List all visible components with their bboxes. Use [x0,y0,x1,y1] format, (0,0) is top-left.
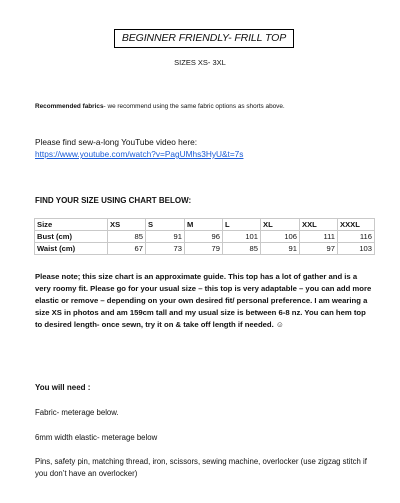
size-chart-cell: 91 [261,243,300,255]
size-chart-cell: 79 [185,243,223,255]
youtube-link[interactable]: https://www.youtube.com/watch?v=PagUMhs3HyU&t=7s [35,149,244,159]
size-chart-header: XS [108,219,146,231]
page-title: BEGINNER FRIENDLY- FRILL TOP [114,29,294,48]
size-chart-header-row [35,219,375,231]
size-chart-cell: 67 [108,243,146,255]
recommended-fabrics-text: - we recommend using the same fabric options as shorts above. [103,103,285,110]
size-chart-cell: 111 [300,231,338,243]
size-chart-row-label: Waist (cm) [35,243,108,255]
size-chart-cell: 116 [338,231,375,243]
size-chart-cell: 85 [108,231,146,243]
size-chart-header: XXXL [338,219,375,231]
size-chart-row-waist [35,243,375,255]
size-chart-header: Size [35,219,108,231]
size-chart-cell: 73 [146,243,185,255]
size-chart-header: XL [261,219,300,231]
size-chart-cell: 101 [223,231,261,243]
size-chart-cell: 97 [300,243,338,255]
size-chart-row-label: Bust (cm) [35,231,108,243]
youtube-section [35,136,243,160]
size-chart-cell: 106 [261,231,300,243]
you-will-need-heading: You will need : [35,383,91,392]
recommended-fabrics-label: Recommended fabrics [35,103,104,110]
recommended-fabrics [35,103,285,110]
size-note: Please note; this size chart is an approximate guide. This top has a lot of gather and is a very roomy fit. Please go for your usual size – this top is very adaptable – you can add more elastic or remove – depending on your own desired fit/ personal preference. I am wearing a size XS in photos and am 159cm tall and my usual size is between 6-8 nz. You can hem top to desired length- once sewn, try it on & take off length if needed. ☺ [35,272,372,329]
size-chart-header: M [185,219,223,231]
find-size-heading: FIND YOUR SIZE USING CHART BELOW: [35,196,192,205]
fabric-requirement: Fabric- meterage below. [35,408,119,417]
size-chart-cell: 103 [338,243,375,255]
youtube-intro: Please find sew-a-long YouTube video here: [35,137,198,147]
size-chart-header: S [146,219,185,231]
elastic-requirement: 6mm width elastic- meterage below [35,433,158,442]
sizes-range: SIZES XS- 3XL [174,58,226,67]
size-chart-cell: 85 [223,243,261,255]
size-chart-table [34,218,375,255]
size-chart-row-bust [35,231,375,243]
size-chart-cell: 96 [185,231,223,243]
size-chart-cell: 91 [146,231,185,243]
size-chart-header: XXL [300,219,338,231]
supplies-list: Pins, safety pin, matching thread, iron, scissors, sewing machine, overlocker (use zigzag stitch if you don’t have an overlocker) [35,457,367,478]
size-chart-header: L [223,219,261,231]
